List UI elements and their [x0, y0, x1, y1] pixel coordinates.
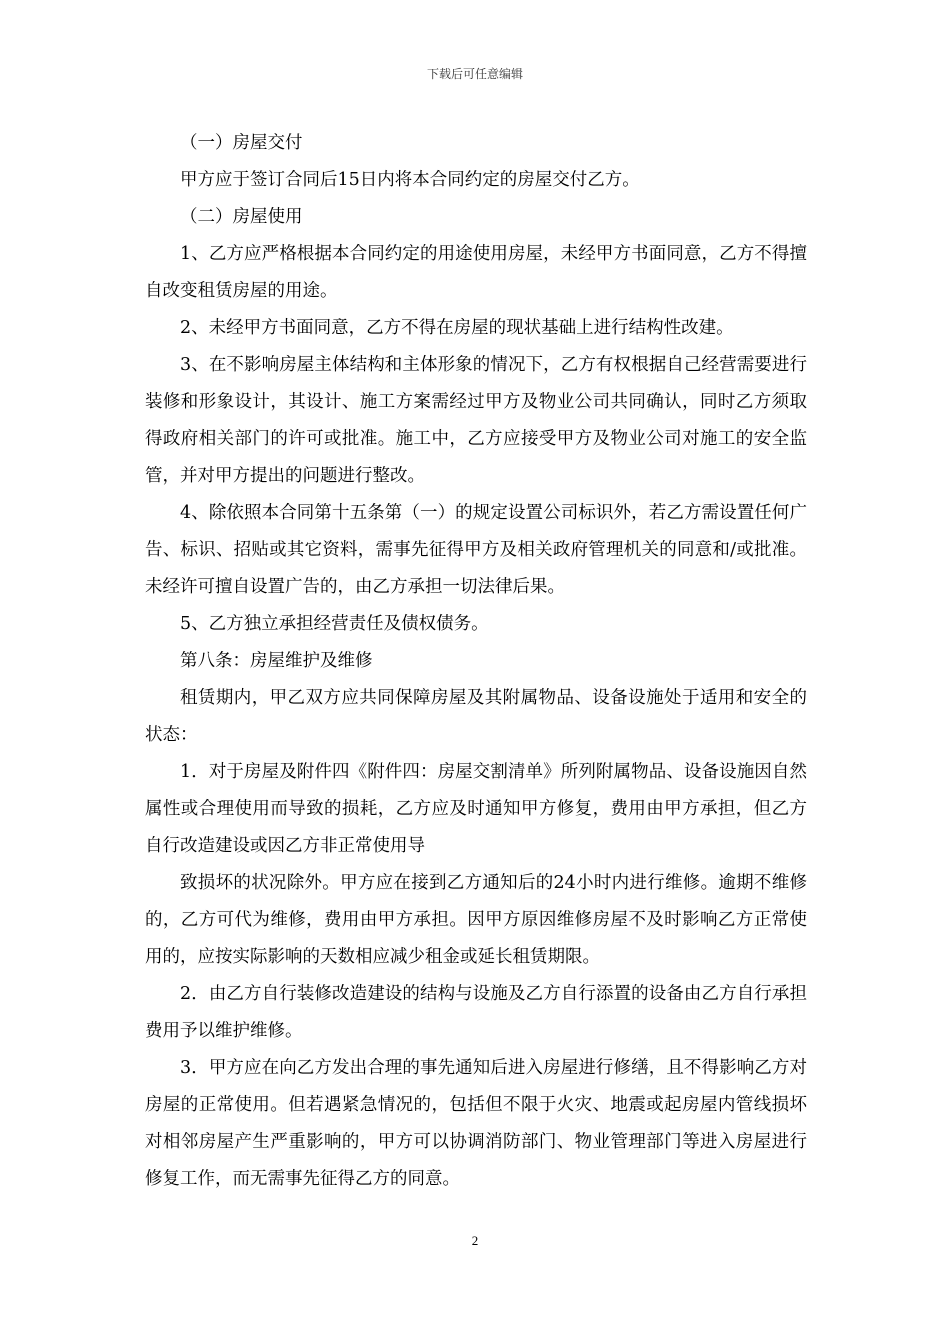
page-number: 2: [471, 1233, 479, 1248]
paragraph-use-3: 3、在不影响房屋主体结构和主体形象的情况下，乙方有权根据自己经营需要进行装修和形象设计，其设计、施工方案需经过甲方及物业公司共同确认，同时乙方须取得政府相关部门的许可或批准。施工中，乙方应接受甲方及物业公司对施工的安全监管，并对甲方提出的问题进行整改。: [145, 355, 807, 486]
paragraph-use-5: 5、乙方独立承担经营责任及债权债务。: [180, 614, 489, 634]
paragraph-maintenance-intro: 租赁期内，甲乙双方应共同保障房屋及其附属物品、设备设施处于适用和安全的状态：: [145, 688, 807, 745]
section-heading-delivery: （一）房屋交付: [180, 133, 303, 153]
page-header-note: 下载后可任意编辑: [426, 67, 523, 81]
paragraph-use-1: 1、乙方应严格根据本合同约定的用途使用房屋，未经甲方书面同意，乙方不得擅自改变租赁房屋的用途。: [145, 244, 807, 301]
paragraph-maintenance-2: 2．由乙方自行装修改造建设的结构与设施及乙方自行添置的设备由乙方自行承担费用予以维护维修。: [145, 984, 807, 1041]
article-heading-maintenance: 第八条：房屋维护及维修: [180, 651, 373, 671]
paragraph-use-4: 4、除依照本合同第十五条第（一）的规定设置公司标识外，若乙方需设置任何广告、标识、招贴或其它资料，需事先征得甲方及相关政府管理机关的同意和/或批准。未经许可擅自设置广告的，由乙方承担一切法律后果。: [145, 503, 807, 597]
paragraph-use-2: 2、未经甲方书面同意，乙方不得在房屋的现状基础上进行结构性改建。: [180, 318, 734, 338]
paragraph-maintenance-1-cont: 致损坏的状况除外。甲方应在接到乙方通知后的24小时内进行维修。逾期不维修的，乙方可代为维修，费用由甲方承担。因甲方原因维修房屋不及时影响乙方正常使用的，应按实际影响的天数相应减少租金或延长租赁期限。: [145, 873, 807, 967]
paragraph-maintenance-1: 1．对于房屋及附件四《附件四：房屋交割清单》所列附属物品、设备设施因自然属性或合理使用而导致的损耗，乙方应及时通知甲方修复，费用由甲方承担，但乙方自行改造建设或因乙方非正常使用导: [145, 762, 807, 856]
document-body: [145, 125, 807, 1198]
paragraph-delivery: 甲方应于签订合同后15日内将本合同约定的房屋交付乙方。: [180, 170, 640, 190]
paragraph-maintenance-3: 3．甲方应在向乙方发出合理的事先通知后进入房屋进行修缮，且不得影响乙方对房屋的正常使用。但若遇紧急情况的，包括但不限于火灾、地震或起房屋内管线损坏对相邻房屋产生严重影响的，甲方可以协调消防部门、物业管理部门等进入房屋进行修复工作，而无需事先征得乙方的同意。: [145, 1058, 807, 1189]
section-heading-use: （二）房屋使用: [180, 207, 303, 227]
